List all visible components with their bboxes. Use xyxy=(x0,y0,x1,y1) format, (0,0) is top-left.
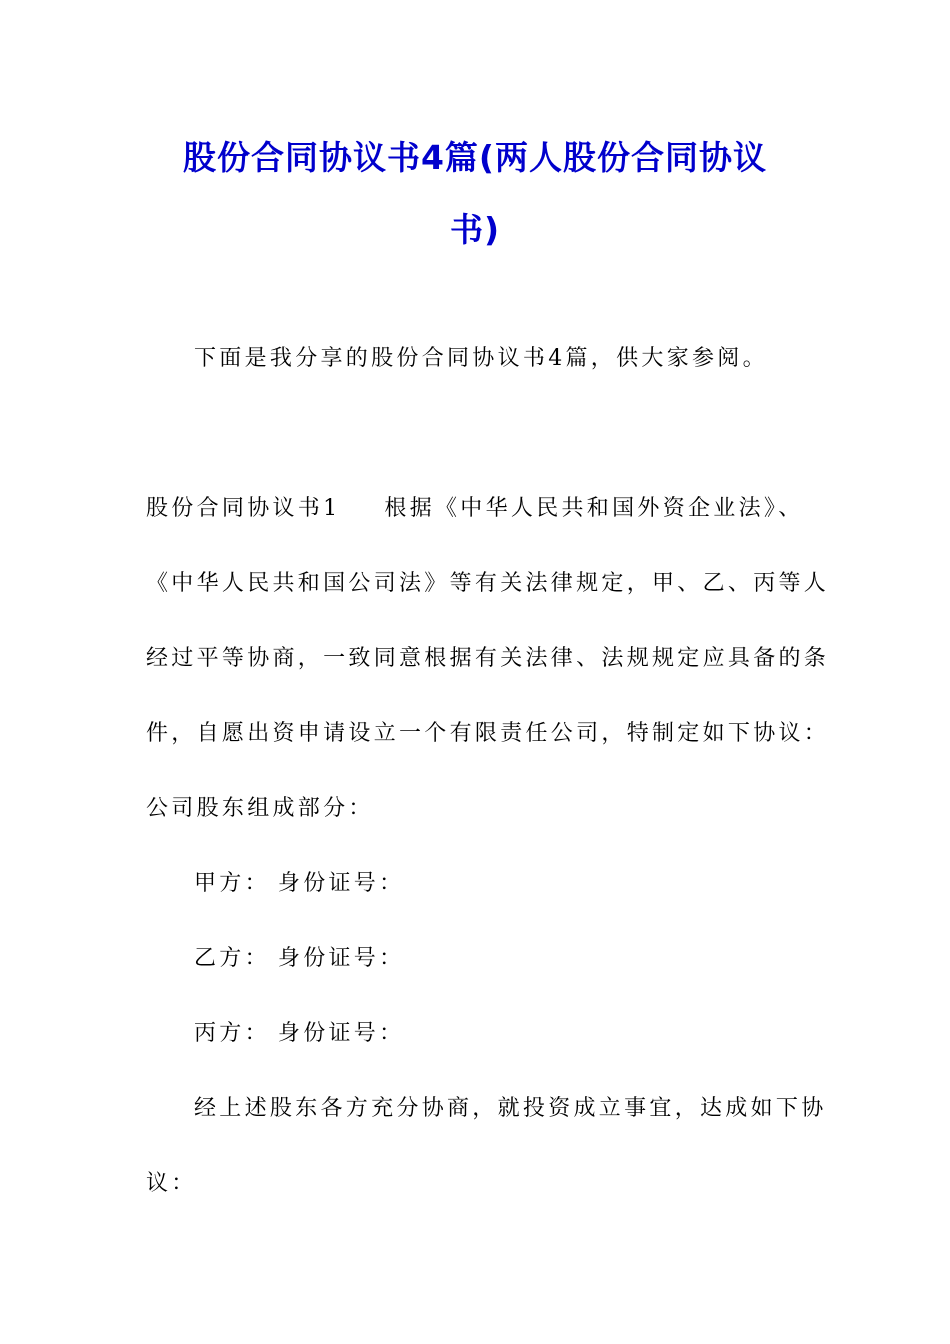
party-b-id-label: 身份证号： xyxy=(277,946,405,971)
paragraph-1-line-2: 《中华人民共和国公司法》等有关法律规定，甲、乙、丙等人 xyxy=(146,571,830,596)
intro-paragraph: 下面是我分享的股份合同协议书4篇，供大家参阅。 xyxy=(194,346,768,371)
party-c-line xyxy=(194,1019,404,1049)
paragraph-3-line-2: 议： xyxy=(146,1171,197,1196)
paragraph-1-line-3: 经过平等协商，一致同意根据有关法律、法规规定应具备的条 xyxy=(146,646,830,671)
party-a-name: 甲方： xyxy=(194,871,270,896)
document-title-line-1: 股份合同协议书4篇(两人股份合同协议 xyxy=(182,138,768,177)
party-a-line xyxy=(194,869,404,899)
section-heading: 股份合同协议书1 xyxy=(146,496,341,521)
party-b-name: 乙方： xyxy=(194,946,270,971)
party-c-name: 丙方： xyxy=(194,1021,270,1046)
paragraph-1-text: 根据《中华人民共和国外资企业法》、 xyxy=(384,496,804,521)
document-title-line-2: 书) xyxy=(449,210,501,249)
paragraph-1-line-4: 件，自愿出资申请设立一个有限责任公司，特制定如下协议： xyxy=(146,721,830,746)
party-b-line xyxy=(194,944,404,974)
shareholders-heading: 公司股东组成部分： xyxy=(146,796,374,821)
party-c-id-label: 身份证号： xyxy=(277,1021,405,1046)
paragraph-1-line-1 xyxy=(146,494,804,524)
paragraph-3-line-1: 经上述股东各方充分协商，就投资成立事宜，达成如下协 xyxy=(194,1096,827,1121)
party-a-id-label: 身份证号： xyxy=(277,871,405,896)
